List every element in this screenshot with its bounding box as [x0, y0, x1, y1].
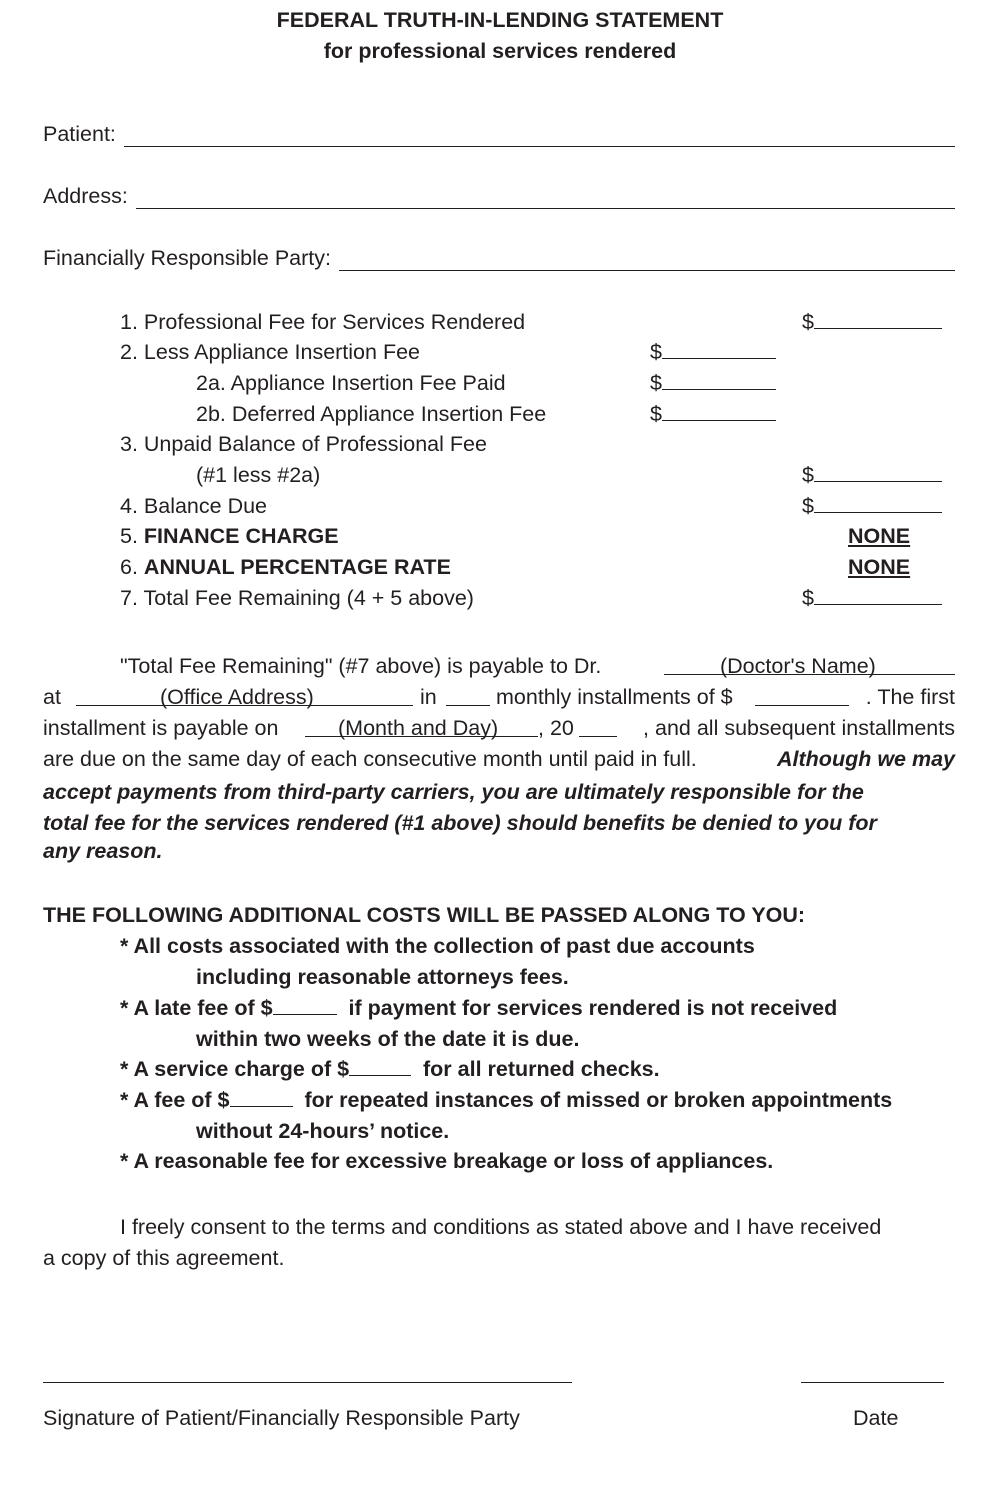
patient-field[interactable]: [43, 122, 955, 147]
dollar-sign: $: [802, 463, 814, 487]
installment-amount-blank[interactable]: [755, 687, 849, 706]
service-charge-label: * A service charge of $: [120, 1057, 350, 1081]
payment-line-7: any reason.: [43, 839, 163, 863]
dollar-sign: $: [802, 310, 814, 334]
item-7-amount[interactable]: [802, 586, 942, 611]
item-3-sublabel: (#1 less #2a): [196, 463, 321, 487]
item-3-amount[interactable]: [802, 463, 942, 488]
item-3-label: 3. Unpaid Balance of Professional Fee: [120, 432, 487, 456]
payment-line-6-text: total fee for the services rendered (#1 above) should benefits be denied to you for: [43, 811, 877, 835]
missed-appointment-fee-label: * A fee of $: [120, 1088, 230, 1112]
finance-charge-label: FINANCE CHARGE: [143, 524, 339, 548]
payment-line-4: [43, 747, 955, 772]
item-7-blank[interactable]: [814, 586, 942, 605]
year-blank[interactable]: [579, 718, 617, 737]
dollar-sign: $: [802, 586, 814, 610]
address-field[interactable]: [43, 184, 955, 209]
cost-3-line: [120, 1057, 660, 1082]
payment-first: . The first: [865, 685, 955, 709]
item-2b-amount[interactable]: [650, 402, 776, 427]
item-2-label: 2. Less Appliance Insertion Fee: [120, 340, 420, 364]
consent-line-1: I freely consent to the terms and conditions as stated above and I have received: [120, 1215, 882, 1239]
cost-1-line-2: including reasonable attorneys fees.: [196, 965, 569, 989]
item-4-amount[interactable]: [802, 494, 942, 519]
item-2b-blank[interactable]: [662, 402, 776, 421]
dollar-sign: $: [650, 371, 662, 395]
item-7-label: 7. Total Fee Remaining (4 + 5 above): [120, 586, 474, 610]
payment-at: at: [43, 685, 61, 709]
cost-2-line-1: [120, 996, 837, 1021]
signature-line[interactable]: [43, 1382, 572, 1383]
service-charge-blank[interactable]: [349, 1057, 411, 1076]
year-prefix: , 20: [538, 716, 574, 740]
item-2a-amount[interactable]: [650, 371, 776, 396]
costs-heading: THE FOLLOWING ADDITIONAL COSTS WILL BE PASSED ALONG TO YOU:: [43, 903, 806, 927]
address-label: Address:: [43, 184, 128, 208]
payment-intro-text: "Total Fee Remaining" (#7 above) is payable to Dr.: [120, 654, 602, 678]
missed-appointment-condition: for repeated instances of missed or broken appointments: [304, 1088, 893, 1112]
late-fee-blank[interactable]: [273, 996, 337, 1015]
payment-line-5-text: accept payments from third-party carriers, you are ultimately responsible for the: [43, 780, 864, 804]
payment-in: in: [420, 685, 437, 709]
document-subtitle: for professional services rendered: [323, 39, 677, 63]
date-line[interactable]: [801, 1382, 944, 1383]
item-2a-blank[interactable]: [662, 371, 776, 390]
office-address-placeholder: (Office Address): [160, 685, 314, 709]
service-charge-condition: for all returned checks.: [423, 1057, 660, 1081]
payment-line-4-bold: Although we may: [777, 747, 955, 771]
finance-charge-value: NONE: [848, 524, 911, 548]
signature-label: Signature of Patient/Financially Responsible Party: [43, 1406, 520, 1430]
apr-value: NONE: [848, 555, 911, 579]
installment-count-blank[interactable]: [446, 687, 490, 706]
patient-input-line[interactable]: [124, 126, 955, 147]
cost-1-line-1: * All costs associated with the collection of past due accounts: [120, 934, 755, 958]
item-2a-label: 2a. Appliance Insertion Fee Paid: [196, 371, 506, 395]
payment-line-1: [120, 654, 601, 679]
apr-label: ANNUAL PERCENTAGE RATE: [143, 555, 451, 579]
late-fee-condition: if payment for services rendered is not received: [348, 996, 838, 1020]
payment-line-4-text: are due on the same day of each consecutive month until paid in full.: [43, 747, 697, 771]
date-label: Date: [853, 1406, 899, 1430]
patient-label: Patient:: [43, 122, 116, 146]
month-day-placeholder: (Month and Day): [338, 716, 499, 740]
item-6-number: 6.: [120, 555, 138, 579]
payment-line-3-end: , and all subsequent installments: [643, 716, 955, 740]
missed-appointment-fee-blank[interactable]: [230, 1088, 293, 1107]
payment-monthly: monthly installments of $: [496, 685, 733, 709]
late-fee-label: * A late fee of $: [120, 996, 273, 1020]
cost-4-line-2: without 24-hours’ notice.: [196, 1119, 450, 1143]
doctor-name-placeholder: (Doctor's Name): [720, 654, 876, 678]
dollar-sign: $: [650, 402, 662, 426]
item-1-amount[interactable]: [802, 310, 942, 335]
responsible-party-field[interactable]: [43, 246, 955, 271]
item-2-blank[interactable]: [662, 340, 776, 359]
item-6-label: [120, 555, 451, 580]
item-4-label: 4. Balance Due: [120, 494, 268, 518]
item-5-label: [120, 524, 339, 549]
cost-2-line-2: within two weeks of the date it is due.: [196, 1027, 580, 1051]
responsible-party-input-line[interactable]: [339, 250, 955, 271]
dollar-sign: $: [650, 340, 662, 364]
dollar-sign: $: [802, 494, 814, 518]
address-input-line[interactable]: [136, 188, 955, 209]
item-1-label: 1. Professional Fee for Services Rendered: [120, 310, 526, 334]
payment-line-5: [43, 777, 955, 808]
responsible-party-label: Financially Responsible Party:: [43, 246, 331, 270]
item-3-blank[interactable]: [814, 463, 942, 482]
item-1-blank[interactable]: [814, 310, 942, 329]
item-2-amount[interactable]: [650, 340, 776, 365]
cost-5-line: * A reasonable fee for excessive breakage or loss of appliances.: [120, 1149, 774, 1173]
payment-line-6: [43, 808, 955, 839]
item-2b-label: 2b. Deferred Appliance Insertion Fee: [196, 402, 547, 426]
consent-line-2: a copy of this agreement.: [43, 1246, 285, 1270]
document-title: FEDERAL TRUTH-IN-LENDING STATEMENT: [276, 8, 724, 32]
payment-line-3-start: installment is payable on: [43, 716, 279, 740]
item-5-number: 5.: [120, 524, 138, 548]
item-4-blank[interactable]: [814, 494, 942, 513]
cost-4-line-1: [120, 1088, 892, 1113]
